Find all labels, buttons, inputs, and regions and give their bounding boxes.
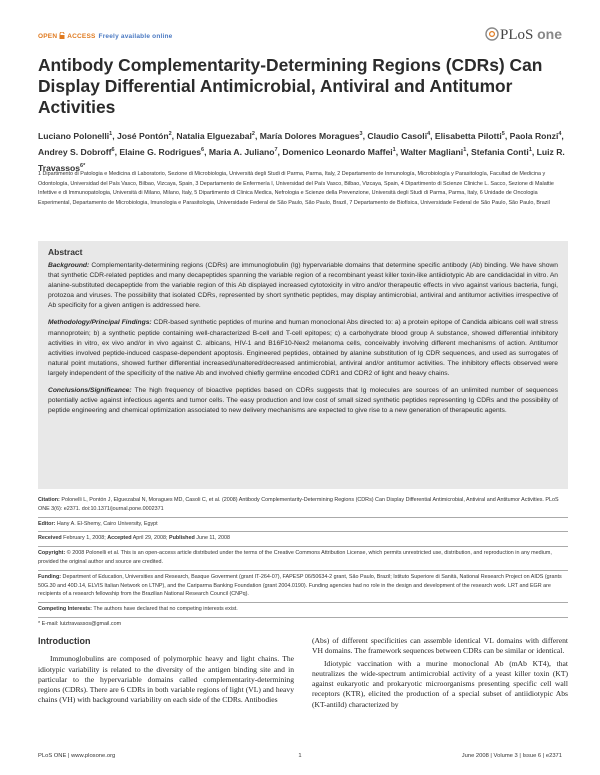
author-affiliation-marker: 1 [392, 146, 396, 153]
background-label: Background: [48, 262, 90, 269]
citation-row [38, 494, 568, 518]
author-name: José Pontón [117, 130, 169, 141]
received-label: Received [38, 535, 62, 542]
author-affiliation-marker: 6* [80, 162, 86, 169]
logo-plos-text: PLoS [500, 27, 534, 43]
published-date: June 11, 2008 [194, 535, 231, 542]
right-column [312, 636, 568, 712]
abstract-background [48, 261, 558, 311]
funding-text: Department of Education, Universities and Research, Basque Goverment (grant IT-264-07), FAPESP 06/50634-2 grant, São Paulo, Brazil; Istituto Superiore di Sanità, National Research Project on AIDS (grants 50G.30 and 40D.14, ELVIS Italian Network on LTNP), and the Cariparma Banking Foundation (grant 2004.0190). Funding agencies had no role in the design and development of the research work. LRT and EGR are recipients of a research fellowship from the Brazilian National Research Council (CNPq). [38, 573, 562, 598]
open-lock-icon [59, 32, 65, 39]
author-name: Elisabetta Pilotti [434, 130, 502, 141]
citation-text: Polonelli L, Pontón J, Elguezabal N, Moragues MD, Casoli C, et al. (2008) Antibody Complementarity-Determining Regions (CDRs) Can Display Differential Antimicrobial, Antiviral and Antitumor Activities. PLoS ONE 3(6): e2371. doi:10.1371/journal.pone.0002371 [38, 497, 559, 512]
received-date: February 1, 2008; [61, 535, 108, 542]
left-column [38, 636, 294, 708]
intro-paragraph-1: Immunoglobulins are composed of polymorphic heavy and light chains. The idiotypic variability is related to the diversity of the antigen binding site and in particular to the hypervariable domains called complementarity-determining regions (CDRs). There are 6 CDRs in both variable regions of light (VL) and heavy chains (VH) with background variability on each side of the CDRs. Antibodies [38, 654, 294, 705]
footer-journal: PLoS ONE | www.plosone.org [38, 753, 116, 759]
author-affiliation-marker: 1 [528, 146, 532, 153]
author-affiliation-marker: 7 [274, 146, 278, 153]
abstract-methods [48, 318, 558, 379]
competing-label: Competing Interests: [38, 606, 92, 613]
conclusions-label: Conclusions/Significance: [48, 387, 132, 395]
author-affiliation-marker: 1 [109, 131, 113, 137]
footer-issue: June 2008 | Volume 3 | Issue 6 | e2371 [461, 753, 562, 759]
email-text[interactable]: * E-mail: luiztravassos@gmail.com [38, 620, 122, 627]
open-text: OPEN [38, 33, 58, 40]
competing-interests-row [38, 603, 568, 618]
author-affiliation-marker: 2 [168, 131, 172, 137]
author-name: Walter Magliani [400, 146, 464, 157]
abstract-box [38, 241, 568, 489]
copyright-text: © 2008 Polonelli et al. This is an open-access article distributed under the terms of the Creative Commons Attribution License, which permits unrestricted use, distribution, and reproduction in any medium, provided the original author and source are credited. [38, 550, 552, 565]
right-paragraph-2: Idiotypic vaccination with a murine monoclonal Ab (mAb KT4), that neutralizes the wide-spectrum antimicrobial activity of a yeast killer toxin (KT) against eukaryotic and prokaryotic microorganisms presenting specific cell wall receptors (KTR), elicited the production of a special subset of antiidiotypic Abs (KT-antiId) characterized by [312, 658, 568, 709]
author-affiliation-marker: 6 [111, 146, 115, 153]
author-name: Luiz R. Travassos [38, 146, 565, 173]
author-affiliation-marker: 1 [463, 146, 467, 153]
author-name: Paola Ronzi [509, 130, 559, 141]
access-text: ACCESS [67, 33, 96, 40]
author-list: Luciano Polonelli$^1$, José Pontón$^2$, Natalia Elguezabal$^2$, María Dolores Moragues$^3$, Claudio Casoli$^4$, Elisabetta Pilotti$^5$, Paola Ronzi$^4$, Andrey S. Dobroff$^6$, Elaine G. Rodrigues$^6$, Maria A. Juliano$^7$, Domenico Leonardo Maffei$^1$, Walter Magliani$^1$, Stefania Conti$^1$, Luiz R. Travassos$^{6*}$ [38, 130, 565, 173]
accepted-label: Accepted [107, 535, 132, 542]
affiliations: 1 Dipartimento di Patologia e Medicina di Laboratorio, Sezione di Microbiologia, Università degli Studi di Parma, Parma, Italy, 2 Departamento de Inmunología, Microbiología y Parasitología, Facultad de Medicina y Odontología, Universidad del País Vasco, Bilbao, Vizcaya, Spain, 3 Departamento de Enfermería I, Universidad del País Vasco, Bilbao, Vizcaya, Spain, 4 Dipartimento di Scienze Cliniche L. Sacco, Sezione di Malattie Infettive e di Immunopatologia, Università di Milano, Milano, Italy, 5 Dipartimento di Clinica Medica, Nefrologia e Scienze della Prevenzione, Università degli Studi di Parma, Parma, Italy, 6 Unidade de Oncologia Experimental, Departamento de Microbiologia, Imunologia e Parasitologia, Universidade Federal de São Paulo, São Paulo, Brazil, 7 Departamento de Biofísica, Universidade Federal de São Paulo, São Paulo, Brazil [38, 171, 554, 207]
author-name: Luciano Polonelli [38, 130, 110, 141]
author-affiliation-marker: 6 [201, 146, 205, 153]
plos-one-logo [485, 26, 562, 44]
author-name: Elaine G. Rodrigues [119, 146, 202, 157]
abstract-heading: Abstract [48, 247, 83, 257]
article-metadata [38, 494, 568, 632]
author-affiliation-marker: 5 [501, 131, 505, 137]
methods-text: CDR-based synthetic peptides of murine and human monoclonal Abs directed to: a) a protein epitope of Candida albicans cell wall stress mannoprotein; b) a synthetic peptide containing well-characterized B-cell and T-cell epitopes; c) a carbohydrate blood group A substance, showed differential inhibitory activities in vitro, ex vivo and/or in vivo against C. albicans, HIV-1 and B16F10-Nex2 melanoma cells, conceivably involving different mechanisms of action. Antitumor activities involved peptide-induced caspase-dependent apoptosis. Engineered peptides, obtained by alanine substitution of Ig CDR sequences, and used as surrogates of natural point mutations, showed further differential increased/unaltered/decreased antimicrobial, antiviral and/or antitumor activities. The inhibitory effects observed were largely independent of the specificity of the native Ab and involved chiefly germline encoded CDR1 and CDR2 of light and heavy chains. [48, 319, 558, 377]
freely-available-text: Freely available online [98, 33, 173, 40]
author-affiliation-marker: 3 [359, 131, 363, 137]
introduction-heading: Introduction [38, 636, 91, 646]
journal-header [38, 26, 562, 50]
dates-row [38, 532, 568, 547]
author-affiliation-marker: 2 [251, 131, 255, 137]
email-row [38, 618, 568, 632]
copyright-row [38, 547, 568, 571]
author-affiliation-marker: 4 [558, 131, 562, 137]
citation-label: Citation: [38, 497, 60, 503]
author-name: Stefania Conti [471, 146, 529, 157]
logo-one-text: one [537, 26, 562, 42]
author-name: Natalia Elguezabal [176, 130, 252, 141]
author-name: María Dolores Moragues [259, 130, 360, 141]
funding-label: Funding: [38, 573, 62, 580]
accepted-date: April 29, 2008; [131, 535, 169, 542]
article-title: Antibody Complementarity-Determining Regions (CDRs) Can Display Differential Antimicrobial, Antiviral and Antitumor Activities [38, 55, 543, 117]
background-text: Complementarity-determining regions (CDRs) are immunoglobulin (Ig) hypervariable domains that determine specific antibody (Ab) binding. We have shown that synthetic CDR-related peptides and many decapeptides spanning the variable region of a recombinant yeast killer toxin-like antiidiotypic Ab are candidacidal in vitro. An alanine-substituted decapeptide from the variable region of this Ab displayed increased cytotoxicity in vitro and/or therapeutic effects in vivo against various bacteria, fungi, protozoa and viruses. The possibility that isolated CDRs, represented by short synthetic peptides, may display antimicrobial, antiviral and antitumor activities irrespective of Ab specificity for a given antigen is addressed here. [48, 262, 558, 310]
author-name: Domenico Leonardo Maffei [282, 146, 393, 157]
right-paragraph-1: (Abs) of different specificities can assemble identical VL domains with different VH domains. The framework sequences between CDRs can be similar or identical. [312, 636, 568, 656]
footer-page-number: 1 [298, 753, 302, 759]
editor-text: Hany A. El-Shemy, Cairo University, Egypt [55, 520, 158, 527]
published-label: Published [168, 535, 195, 542]
author-affiliation-marker: 4 [427, 131, 431, 137]
open-access-label [38, 32, 173, 40]
funding-row [38, 571, 568, 603]
author-name: Maria A. Juliano [208, 146, 275, 157]
conclusions-text: The high frequency of bioactive peptides based on CDRs suggests that Ig molecules are sources of an unlimited number of sequences potentially active against infectious agents and tumor cells. The easy production and low cost of small sized synthetic peptides representing Ig CDRs and the possibility of peptide engineering and chemical optimization associated to new delivery mechanisms are expected to give rise to a new generation of therapeutic agents. [48, 387, 558, 415]
author-name: Andrey S. Dobroff [38, 146, 112, 157]
editor-row [38, 518, 568, 533]
copyright-label: Copyright: [38, 550, 66, 557]
methods-label: Methodology/Principal Findings: [48, 319, 152, 327]
plos-logo-icon [485, 27, 499, 41]
editor-label: Editor: [38, 520, 56, 527]
abstract-conclusions [48, 386, 558, 416]
author-name: Claudio Casoli [367, 130, 428, 141]
competing-text: The authors have declared that no competing interests exist. [91, 606, 238, 613]
